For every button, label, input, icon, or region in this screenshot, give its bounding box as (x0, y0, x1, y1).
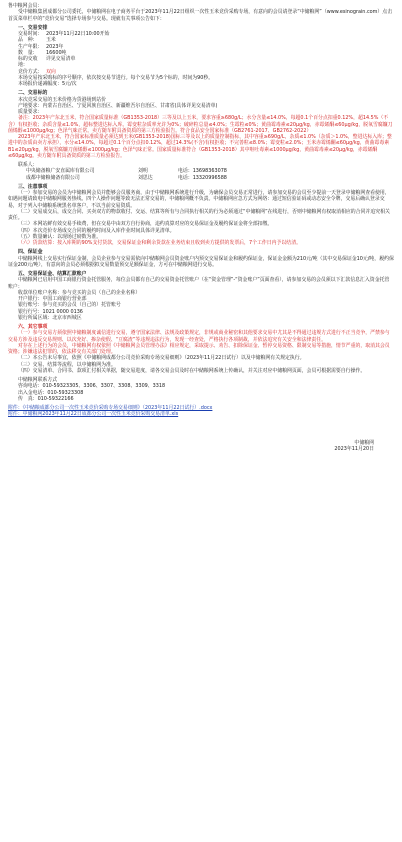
contact-tel-label: 电话： (178, 168, 193, 175)
intro-paragraph: 受中储粮集团成都分公司委托，中储粮网在电子商务平台于2023年11月22日组织一次性玉米竞价采购专场，有意向的会员请登录“中储粮网”（www.esinograin.com）点击首页菜单栏中的“竞价交易”选择专场参与交易。现就有关事项公告如下： (8, 9, 393, 22)
fax-number: 传 真：010-59322166 (18, 395, 74, 402)
contact-tel: 13698363078 (192, 168, 227, 175)
field-value: 参与竞买的会员（自己的）托管账号 (42, 302, 121, 309)
field-label: 生产年限： (18, 43, 43, 50)
field-value: 参与竞买的会员（自己的企业名称） (62, 289, 141, 296)
other-item-penalty: 对存在上述行为的会员，中储粮网有权依照《中储粮网会员管理办法》相应规定，采取提示、劝告、扣除保证金、暂停交易资格、限制交易等措施，情节严重的，取消其会员资格；涉嫌违法犯罪的，依法移交有关部门处理。 (8, 342, 390, 355)
field-value: 详见交易清单 (46, 56, 76, 62)
note-item: （三）本网站鲜有效交易手续费，但在交易中由双方自行协商，违约真算对应的交易保证金及履约保证金将全部扣缴。 (18, 221, 273, 228)
signature-org: 中储粮网 (354, 439, 374, 446)
field-value: 1021 0000 0136 (42, 308, 83, 315)
field-label: 标的交收地： (18, 56, 38, 69)
contact-block-title: 中储粮网联系方式 (18, 377, 58, 383)
note-item-payment: （六）货款结算：按入库期的90%支付货款，交易保证金和剩余货款在业务结束且收到卖方提供的发票后，7个工作日内予以结清。 (18, 240, 301, 246)
note-item: （一）参加交易的会员为中储粮网会员并能够会员服务商，由于中储粮网系统进行升级，为确保会员交易正常进行，请参加交易的会员至少提前一天登录中储粮网查看使用，如遇问题请致电中储粮网服务热线。四个人操作问题等致无法正常交易的，中储粮网概不负责。中储粮网应急方式为网络：通过短信验证码或动态安全令牌，交易后确认登录交易，对于列入中储粮系统黑名单客户，不以当前交易资质。 (8, 190, 390, 209)
origin-requirement: 产地要求：内蒙古自治区、宁夏回族自治区、新疆维吾尔自治区、甘肃省(具体详见交易清单) (18, 102, 218, 109)
field-value: 16600吨 (46, 49, 67, 56)
field-label: 数 量： (18, 49, 38, 56)
other-item-upload: （四）交易清单、合同书、款项汇付相关单据，随交易进度，请各交易会员及时在中储粮网系统上传确认，并关注对应中储粮网页面，会员可根据需要自行操作。 (18, 367, 366, 374)
section-deposit-title: 四、保证金 (18, 249, 43, 256)
quality-requirement-remark: 备注：2023年产东北玉米，符合国家质量标准（GB1353-2018）三等及以上玉米，要求容重≥680g/L；水分含量≤14.0%，每超0.1个百分点扣重0.12%，超14.5%（不含）有权拒收；杂质含量≤1.0%，超标整进达标入库。霉变粒杂质率允许为0%；破碎粒总量≤4.0%；生霉粒≤0%；黄曲霉毒素≤20μg/kg，赤霉烯酮≤60μg/kg，脱氧雪腐镰刀菌烯醇≤1000μg/kg；色泽气味正常。卖方随车附具备资质的第三方检验报告。符合食品安全国家标准（GB2761-2017、GB2762-2022） (8, 115, 393, 134)
contact-tel-label: 电话： (178, 174, 193, 181)
attachment-rules-link[interactable]: 附件：《中储粮成都分公司一次性玉米竞价采购专场交易细则》（2023年11月22日试行）.docx (8, 405, 213, 411)
other-item-flow: （三）交易、结算等流程，以中储粮网为准。 (18, 361, 116, 368)
field-value: 北京市西城区 (52, 314, 82, 321)
account-paragraph: 中储粮网已启用中国工商银行资金托管服务，每位会员都有自己的交易资金托管账户（在“资金管理”-“资金账户”页面查看），请参加交易的会员须以下汇款信息汇入资金托管账户： (8, 277, 390, 290)
note-item: （四）本次竞价专场成交合同的履约时间及入库作业时间具体详见清单。 (18, 227, 175, 234)
section-trade-arrangement-title: 一、交易安排 (18, 24, 48, 31)
greeting: 鲁中粮网会员： (8, 3, 43, 9)
announcement-document (4, 0, 398, 456)
section-account-title: 五、交易保证金、结算汇款账户 (18, 271, 87, 277)
contact-tel: 13320996588 (192, 174, 227, 181)
field-label: 银行行号： (18, 308, 43, 315)
attachment-list-link[interactable]: 附件：中储粮网2023年11月22日成都分公司一次性玉米竞价采购交易清单.xls (8, 411, 179, 418)
signature-date: 2023年11月20日 (334, 445, 374, 452)
quality-requirement-detail: 2023年产东北玉米，符合国家标准质量必须达到玉米(GB1353-2018)国标三等及以上的质量控制指标，其中容重≥690g/L，杂质≤1.0%（杂质＞1.0%，整进达标入库；整进中的杂质由卖方承担），水分≤14.0%，每超过0.1个百分点扣0.12%，超过14.3%(不含)有权拒收；不完善粒≤8.0%；霉变粒≤2.0%；玉米赤霉烯酮≤60μg/kg，黄曲霉毒素B1≤20μg/kg，脱氧雪腐镰刀菌烯醇≤1000μg/kg；色泽气味正常。国家质量标准符合（GB1353-2018）其中呕吐毒素≤1000μg/kg，黄曲霉毒素≤20μg/kg，赤霉烯酮≤60μg/kg。卖方随车附具备资质的第三方检验报告。 (8, 134, 392, 159)
other-item-integrity: （一）参与交易方须依照中储粮制度诚信进行交易，遵守国家法律、法规及政策规定，非规或商业秘密和其他要求交易中尤其是不得通过违规方式进行不正当竞争，严禁参与交易方涉及违反交易规则、以次充好、掺杂使假、“豆腐渣”等违规违法行为，发现一经查处，严格执行各项制裁，并依法追究有关安全和法律责任。 (8, 330, 390, 343)
note-item: （五）数量确认：以现场过磅数为准。 (18, 233, 102, 240)
field-value: 双向 (46, 68, 56, 75)
field-value: 2023年 (46, 43, 64, 50)
target-price-note: 本次竞采交易的玉米价格为货港场到站价 (18, 96, 107, 103)
field-label: 开户银行： (18, 296, 43, 302)
contact-name: 刘思达 (138, 174, 153, 181)
field-label: 收款单位账户名称： (18, 289, 63, 296)
field-delivery-place (8, 56, 394, 69)
contact-org: 成都中储粮储备有限公司 (26, 174, 80, 181)
consult-phone: 咨询电话：010-59323305、3306、3307、3308、3309、3318 (18, 383, 166, 390)
section-notes-title: 三、注意事项 (18, 183, 48, 190)
field-label: 竞价方式： (18, 68, 43, 75)
note-item: （二）交易成交后，成交合同、买卖双方的物款收付、交运、结算等所有与合同执行相关的行为必须通过“中储粮网”在线进行，否则中储粮网有权取消相应的合同并追究相关责任。 (8, 208, 390, 221)
contact-name: 刘明 (138, 168, 148, 175)
quality-requirement-label: 质量要求： (18, 109, 43, 115)
contacts-title: 联系人： (18, 162, 38, 168)
field-value: 玉米 (46, 37, 56, 44)
deposit-paragraph: 中储粮网线上交易实行保证金制，会员企业参与交易需依向中储粮网会员资金账户内预交交易保证金和履约保证金，保证金金额为210元/吨（其中交易保证金10元/吨，履约保证金200元/吨），有意向的会员必须根据拟交易数量预交足额保证金，方可在中储粮网进行交易。 (8, 255, 394, 268)
field-label: 品 种： (18, 37, 38, 44)
field-label: 银行所属区域： (18, 314, 53, 321)
fund-phone: 出入金电话：010-59323308 (18, 389, 84, 396)
field-value: 2023年11月22日10:00开始 (46, 31, 110, 37)
field-label: 交易时间： (18, 31, 43, 37)
section-other-title: 六、其它事项 (18, 324, 48, 330)
section-trade-target-title: 二、交易标的 (18, 90, 48, 97)
contact-org: 中央储备粮广安直属库有限公司 (26, 168, 95, 175)
field-label: 银行账号： (18, 302, 43, 309)
trade-rule-decrement: 本场报价递减幅度：5元/次 (18, 81, 77, 87)
other-item-rules: （二）本公告未尽事宜，依照《中储粮网成都分公司竞价采购专场交易细则》（2023年11月22日试行）以及中储粮网有关规定执行。 (18, 355, 305, 362)
trade-rule-order: 本场交易按采购标的序号顺序，依次按交易节进行。每个交易节为5个标的，时间为90秒。 (18, 74, 214, 81)
field-value: 中国工商银行营业部 (42, 296, 87, 302)
